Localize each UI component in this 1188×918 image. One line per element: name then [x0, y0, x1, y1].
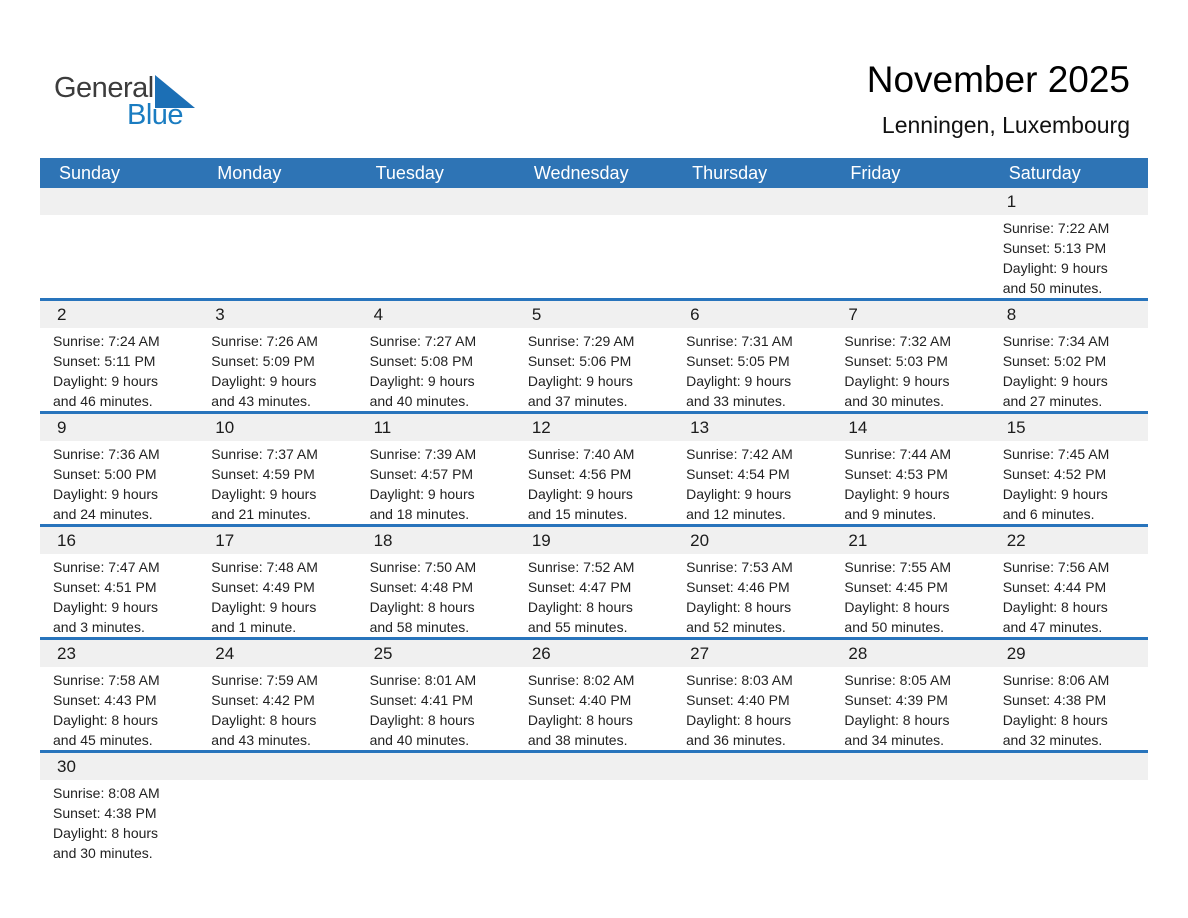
day-cell [990, 188, 1148, 298]
daylight-text-line1: Daylight: 9 hours [1002, 486, 1108, 502]
sunset-text: Sunset: 5:06 PM [527, 353, 632, 369]
daylight-text-line2: and 50 minutes. [844, 619, 945, 635]
sunrise-text: Sunrise: 7:27 AM [369, 333, 477, 349]
day-number: 17 [215, 531, 235, 550]
sunrise-text: Sunrise: 8:03 AM [686, 672, 793, 688]
sunrise-text: Sunrise: 7:45 AM [1002, 446, 1110, 462]
day-number: 10 [215, 418, 235, 437]
sunset-text: Sunset: 5:00 PM [53, 466, 157, 482]
logo-text-general: General [54, 72, 154, 104]
daylight-text-line1: Daylight: 9 hours [369, 373, 475, 389]
day-number: 26 [531, 644, 551, 663]
day-number: 9 [57, 418, 67, 437]
sunrise-text: Sunrise: 7:26 AM [211, 333, 318, 349]
sunrise-text: Sunrise: 7:29 AM [527, 333, 635, 349]
day-cell [831, 527, 989, 637]
daylight-text-line1: Daylight: 9 hours [1002, 373, 1108, 389]
empty-day-cell [357, 188, 515, 298]
day-number: 27 [690, 644, 710, 663]
day-number [40, 188, 198, 215]
sunset-text: Sunset: 4:39 PM [844, 692, 948, 708]
sunrise-text: Sunrise: 7:32 AM [844, 333, 952, 349]
header-title-block [867, 58, 1130, 140]
day-number [198, 753, 356, 780]
daylight-text-line2: and 32 minutes. [1002, 732, 1103, 748]
day-cell [40, 527, 198, 637]
calendar-week-row [40, 188, 1148, 301]
sunset-text: Sunset: 4:38 PM [53, 805, 157, 821]
sunset-text: Sunset: 4:44 PM [1002, 579, 1107, 595]
day-number: 5 [531, 305, 542, 324]
sunset-text: Sunset: 4:42 PM [211, 692, 315, 708]
sunset-text: Sunset: 5:11 PM [53, 353, 156, 369]
daylight-text-line1: Daylight: 9 hours [211, 599, 317, 615]
day-number: 16 [57, 531, 76, 550]
daylight-text-line1: Daylight: 8 hours [53, 712, 159, 728]
day-cell [515, 527, 673, 637]
day-number: 24 [215, 644, 235, 663]
calendar-table [40, 158, 1148, 863]
sunset-text: Sunset: 4:40 PM [527, 692, 632, 708]
day-cell [198, 640, 356, 750]
empty-day-cell [515, 188, 673, 298]
daylight-text-line1: Daylight: 8 hours [844, 712, 950, 728]
sunrise-text: Sunrise: 7:58 AM [53, 672, 160, 688]
daylight-text-line1: Daylight: 8 hours [369, 599, 475, 615]
daylight-text-line2: and 40 minutes. [369, 732, 470, 748]
daylight-text-line1: Daylight: 9 hours [844, 486, 950, 502]
daylight-text-line2: and 43 minutes. [211, 393, 311, 409]
daylight-text-line2: and 45 minutes. [53, 732, 153, 748]
daylight-text-line2: and 37 minutes. [527, 393, 628, 409]
day-number: 4 [373, 305, 384, 324]
daylight-text-line1: Daylight: 9 hours [211, 373, 317, 389]
daylight-text-line2: and 24 minutes. [53, 506, 153, 522]
weekday-header-thursday: Thursday [692, 163, 768, 183]
daylight-text-line2: and 9 minutes. [844, 506, 937, 522]
sunrise-text: Sunrise: 7:39 AM [369, 446, 477, 462]
calendar-week-row [40, 753, 1148, 863]
day-number: 6 [690, 305, 700, 324]
day-number: 23 [57, 644, 76, 663]
sunrise-text: Sunrise: 7:37 AM [211, 446, 318, 462]
daylight-text-line2: and 43 minutes. [211, 732, 311, 748]
page-title: November 2025 [866, 59, 1130, 100]
day-cell [990, 527, 1148, 637]
daylight-text-line1: Daylight: 8 hours [527, 712, 633, 728]
daylight-text-line1: Daylight: 9 hours [211, 486, 317, 502]
day-cell [357, 640, 515, 750]
daylight-text-line1: Daylight: 9 hours [527, 373, 633, 389]
daylight-text-line2: and 58 minutes. [369, 619, 470, 635]
day-number [198, 188, 356, 215]
daylight-text-line2: and 6 minutes. [1002, 506, 1095, 522]
day-cell [40, 301, 198, 411]
sunset-text: Sunset: 4:59 PM [211, 466, 315, 482]
sunrise-text: Sunrise: 7:50 AM [369, 559, 477, 575]
daylight-text-line2: and 18 minutes. [369, 506, 470, 522]
sunset-text: Sunset: 4:57 PM [369, 466, 474, 482]
day-cell [515, 640, 673, 750]
weekday-header-saturday: Saturday [1008, 163, 1081, 183]
daylight-text-line1: Daylight: 9 hours [53, 486, 159, 502]
day-number: 25 [373, 644, 393, 663]
sunrise-text: Sunrise: 7:52 AM [527, 559, 635, 575]
daylight-text-line2: and 47 minutes. [1002, 619, 1103, 635]
sunrise-text: Sunrise: 7:36 AM [53, 446, 160, 462]
sunrise-text: Sunrise: 7:24 AM [53, 333, 160, 349]
daylight-text-line2: and 21 minutes. [211, 506, 311, 522]
daylight-text-line1: Daylight: 8 hours [1002, 712, 1108, 728]
sunrise-text: Sunrise: 7:34 AM [1002, 333, 1110, 349]
sunset-text: Sunset: 5:05 PM [686, 353, 790, 369]
sunrise-text: Sunrise: 8:06 AM [1002, 672, 1110, 688]
empty-day-cell [673, 753, 831, 863]
day-number: 18 [373, 531, 393, 550]
sunset-text: Sunset: 4:43 PM [53, 692, 157, 708]
empty-day-cell [198, 753, 356, 863]
sunrise-text: Sunrise: 8:01 AM [369, 672, 477, 688]
daylight-text-line2: and 27 minutes. [1002, 393, 1103, 409]
day-cell [357, 527, 515, 637]
sunrise-text: Sunrise: 7:48 AM [211, 559, 318, 575]
weekday-header-monday: Monday [217, 163, 282, 183]
daylight-text-line2: and 34 minutes. [844, 732, 945, 748]
generalblue-logo [54, 72, 204, 144]
day-number: 12 [531, 418, 551, 437]
sunset-text: Sunset: 4:49 PM [211, 579, 315, 595]
day-number: 30 [57, 757, 76, 776]
sunrise-text: Sunrise: 7:53 AM [686, 559, 793, 575]
calendar-week-row [40, 301, 1148, 414]
weekday-header-sunday: Sunday [59, 163, 121, 183]
daylight-text-line2: and 50 minutes. [1002, 280, 1103, 296]
sunrise-text: Sunrise: 7:44 AM [844, 446, 952, 462]
day-cell [990, 640, 1148, 750]
day-number: 13 [690, 418, 710, 437]
daylight-text-line2: and 33 minutes. [686, 393, 786, 409]
day-number: 28 [848, 644, 868, 663]
daylight-text-line2: and 1 minute. [211, 619, 297, 635]
empty-day-cell [990, 753, 1148, 863]
sunset-text: Sunset: 4:48 PM [369, 579, 474, 595]
sunrise-text: Sunrise: 7:40 AM [527, 446, 635, 462]
sunrise-text: Sunrise: 7:42 AM [686, 446, 793, 462]
empty-day-cell [831, 753, 989, 863]
sunrise-text: Sunrise: 7:56 AM [1002, 559, 1110, 575]
empty-day-cell [673, 188, 831, 298]
empty-day-cell [515, 753, 673, 863]
sunrise-text: Sunrise: 7:47 AM [53, 559, 160, 575]
daylight-text-line1: Daylight: 9 hours [844, 373, 950, 389]
day-number: 21 [848, 531, 868, 550]
daylight-text-line1: Daylight: 9 hours [686, 373, 792, 389]
day-number: 1 [1006, 192, 1017, 211]
sunset-text: Sunset: 5:13 PM [1002, 240, 1107, 256]
daylight-text-line1: Daylight: 8 hours [686, 599, 792, 615]
sunset-text: Sunset: 5:03 PM [844, 353, 948, 369]
sunrise-text: Sunrise: 8:02 AM [527, 672, 635, 688]
empty-day-cell [831, 188, 989, 298]
calendar-week-row [40, 414, 1148, 527]
daylight-text-line2: and 3 minutes. [53, 619, 145, 635]
sunrise-text: Sunrise: 8:08 AM [53, 785, 160, 801]
location-subtitle: Lenningen, Luxembourg [881, 112, 1130, 138]
daylight-text-line1: Daylight: 8 hours [686, 712, 792, 728]
day-number: 29 [1006, 644, 1026, 663]
day-number [673, 753, 831, 780]
sunset-text: Sunset: 4:52 PM [1002, 466, 1107, 482]
day-number: 15 [1006, 418, 1026, 437]
day-cell [673, 640, 831, 750]
day-cell [515, 414, 673, 524]
daylight-text-line1: Daylight: 8 hours [211, 712, 317, 728]
sunset-text: Sunset: 4:46 PM [686, 579, 790, 595]
daylight-text-line2: and 12 minutes. [686, 506, 786, 522]
calendar-weeks-container [40, 188, 1148, 863]
empty-day-cell [357, 753, 515, 863]
sunrise-text: Sunrise: 8:05 AM [844, 672, 952, 688]
day-cell [40, 753, 198, 863]
day-number: 3 [215, 305, 225, 324]
daylight-text-line1: Daylight: 9 hours [53, 599, 159, 615]
sunrise-text: Sunrise: 7:59 AM [211, 672, 318, 688]
weekday-header-wednesday: Wednesday [533, 163, 629, 183]
sunset-text: Sunset: 4:38 PM [1002, 692, 1107, 708]
day-number: 2 [57, 305, 67, 324]
weekday-header-row [40, 158, 1148, 188]
daylight-text-line2: and 55 minutes. [527, 619, 628, 635]
daylight-text-line1: Daylight: 9 hours [1002, 260, 1108, 276]
day-number: 22 [1006, 531, 1026, 550]
daylight-text-line1: Daylight: 8 hours [369, 712, 475, 728]
day-cell [515, 301, 673, 411]
day-cell [357, 301, 515, 411]
day-cell [673, 414, 831, 524]
day-number: 11 [373, 418, 392, 437]
day-cell [990, 301, 1148, 411]
calendar-week-row [40, 640, 1148, 753]
sunset-text: Sunset: 5:09 PM [211, 353, 315, 369]
day-number [515, 188, 673, 215]
day-number [515, 753, 673, 780]
empty-day-cell [40, 188, 198, 298]
sunset-text: Sunset: 4:45 PM [844, 579, 948, 595]
daylight-text-line1: Daylight: 9 hours [686, 486, 792, 502]
day-cell [831, 414, 989, 524]
day-cell [357, 414, 515, 524]
sunset-text: Sunset: 5:02 PM [1002, 353, 1107, 369]
sunrise-text: Sunrise: 7:31 AM [686, 333, 793, 349]
day-number [990, 753, 1148, 780]
sunset-text: Sunset: 4:40 PM [686, 692, 790, 708]
day-number: 8 [1006, 305, 1017, 324]
empty-day-cell [198, 188, 356, 298]
daylight-text-line2: and 15 minutes. [527, 506, 628, 522]
daylight-text-line2: and 52 minutes. [686, 619, 786, 635]
day-cell [831, 640, 989, 750]
sunset-text: Sunset: 4:51 PM [53, 579, 157, 595]
day-number [831, 188, 989, 215]
sunset-text: Sunset: 4:56 PM [527, 466, 632, 482]
daylight-text-line1: Daylight: 8 hours [1002, 599, 1108, 615]
day-number: 14 [848, 418, 868, 437]
daylight-text-line2: and 30 minutes. [53, 845, 153, 861]
daylight-text-line1: Daylight: 9 hours [53, 373, 159, 389]
day-number [831, 753, 989, 780]
day-cell [673, 301, 831, 411]
daylight-text-line2: and 46 minutes. [53, 393, 153, 409]
day-number: 20 [690, 531, 710, 550]
day-cell [198, 301, 356, 411]
calendar-week-row [40, 527, 1148, 640]
day-cell [673, 527, 831, 637]
weekday-header-friday: Friday [850, 163, 901, 183]
daylight-text-line1: Daylight: 8 hours [844, 599, 950, 615]
day-cell [40, 640, 198, 750]
daylight-text-line2: and 38 minutes. [527, 732, 628, 748]
day-number [357, 188, 515, 215]
day-number [357, 753, 515, 780]
day-number: 19 [531, 531, 551, 550]
day-cell [198, 527, 356, 637]
daylight-text-line1: Daylight: 9 hours [369, 486, 475, 502]
sunset-text: Sunset: 4:54 PM [686, 466, 790, 482]
daylight-text-line1: Daylight: 9 hours [527, 486, 633, 502]
sunset-text: Sunset: 4:53 PM [844, 466, 948, 482]
sunset-text: Sunset: 4:47 PM [527, 579, 632, 595]
daylight-text-line2: and 40 minutes. [369, 393, 470, 409]
day-cell [990, 414, 1148, 524]
sunset-text: Sunset: 4:41 PM [369, 692, 474, 708]
day-cell [831, 301, 989, 411]
sunset-text: Sunset: 5:08 PM [369, 353, 474, 369]
day-number [673, 188, 831, 215]
daylight-text-line1: Daylight: 8 hours [527, 599, 633, 615]
daylight-text-line2: and 36 minutes. [686, 732, 786, 748]
sunrise-text: Sunrise: 7:55 AM [844, 559, 952, 575]
logo-text-blue: Blue [127, 99, 184, 131]
weekday-header-tuesday: Tuesday [375, 163, 444, 183]
day-cell [40, 414, 198, 524]
day-cell [198, 414, 356, 524]
day-number: 7 [848, 305, 858, 324]
daylight-text-line1: Daylight: 8 hours [53, 825, 159, 841]
sunrise-text: Sunrise: 7:22 AM [1002, 220, 1110, 236]
daylight-text-line2: and 30 minutes. [844, 393, 945, 409]
